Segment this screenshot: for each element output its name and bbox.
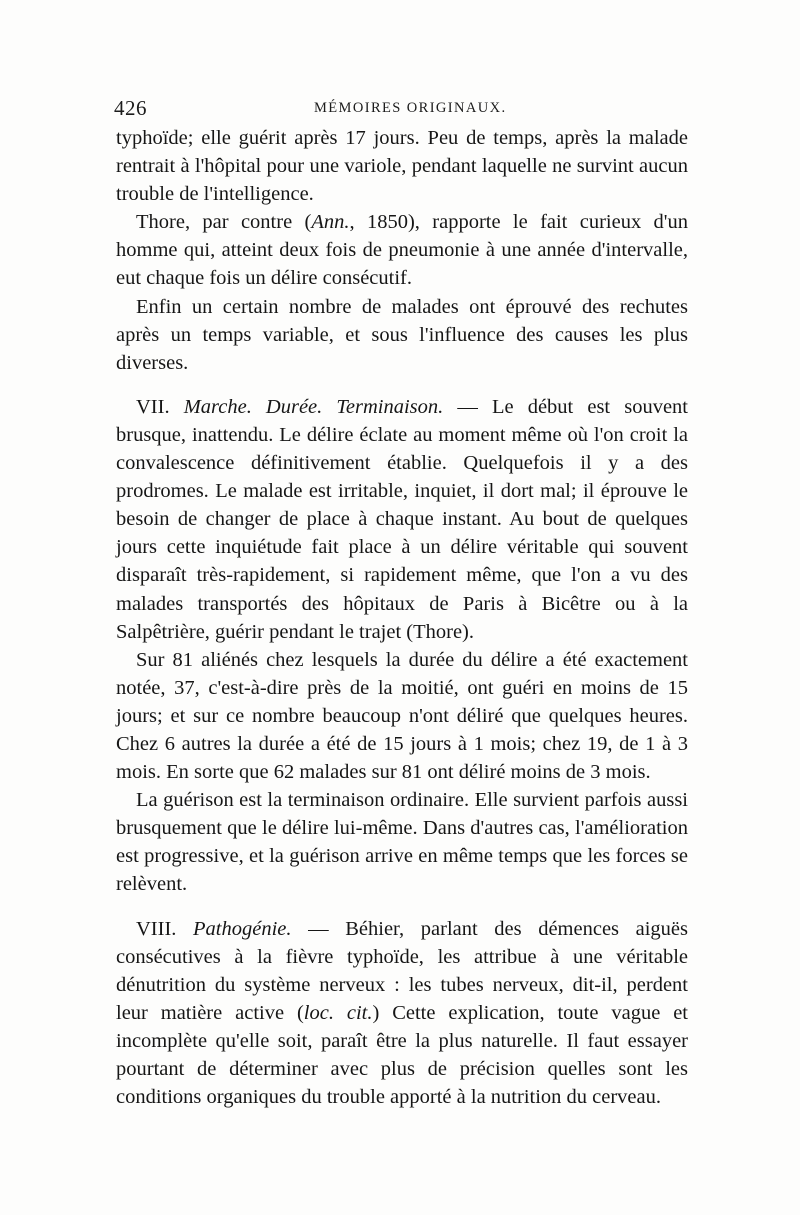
section-8-text-b: ) Cette explication, toute vague et incomplète qu'elle soit, paraît être la plus naturelle. Il faut essayer pourtant de déterminer avec plus de précision quelles sont les conditions organiques du trouble apporté à la nutrition du cerveau. — [116, 1001, 688, 1109]
page-number: 426 — [114, 96, 147, 120]
page-header — [114, 96, 686, 126]
paragraph-3 — [116, 293, 688, 377]
paragraph-5-text: Sur 81 aliénés chez lesquels la durée du délire a été exactement notée, 37, c'est-à-dire près de la moitié, ont guéri en moins de 15 jours; et sur ce nombre beaucoup n'ont déliré que quelques heures. Chez 6 autres la durée a été de 15 jours à 1 mois; chez 19, de 1 à 3 mois. En sorte que 62 malades sur 81 ont déliré moins de 3 mois. — [116, 648, 688, 784]
section-8 — [116, 915, 688, 1112]
section-7-title: Marche. Durée. Terminaison. — [183, 395, 444, 418]
paragraph-1-text: typhoïde; elle guérit après 17 jours. Peu de temps, après la malade rentrait à l'hôpital pour une variole, pendant laquelle ne survint aucun trouble de l'intelligence. — [116, 127, 688, 206]
paragraph-6-text: La guérison est la terminaison ordinaire. Elle survient parfois aussi brusquement que le délire lui-même. Dans d'autres cas, l'amélioration est progressive, et la guérison arrive en même temps que les forces se relèvent. — [116, 789, 688, 896]
paragraph-1 — [116, 124, 688, 208]
section-8-text-a: — Béhier, parlant des démences aiguës consécutives à la fièvre typhoïde, les attribue à une véritable dénutrition du système nerveux : les tubes nerveux, dit-il, perdent leur matière active ( — [116, 917, 689, 1024]
paragraph-2-text-b: , 1850), rapporte le fait curieux d'un homme qui, atteint deux fois de pneumonie à une année d'intervalle, eut chaque fois un délire consécutif. — [116, 211, 688, 290]
running-head: MÉMOIRES ORIGINAUX. — [314, 100, 507, 116]
section-7-number: VII. — [136, 395, 170, 418]
paragraph-2-text-a: Thore, par contre ( — [136, 211, 312, 234]
paragraph-6 — [116, 786, 688, 898]
section-7 — [116, 393, 688, 646]
paragraph-2-italic: Ann. — [311, 211, 350, 234]
section-7-text: — Le début est souvent brusque, inattendu. Le délire éclate au moment même où l'on croit la convalescence définitivement établie. Quelquefois il y a des prodromes. Le malade est irritable, inquiet, il dort mal; il éprouve le besoin de changer de place à chaque instant. Au bout de quelques jours cette inquiétude fait place à un délire véritable qui souvent disparaît très-rapidement, si rapidement même, que l'on a vu des malades transportés des hôpitaux de Paris à Bicêtre ou à la Salpêtrière, guérir pendant le trajet (Thore). — [116, 395, 688, 643]
section-8-italic: loc. cit. — [303, 1001, 373, 1024]
section-8-title: Pathogénie. — [193, 917, 292, 940]
paragraph-2 — [116, 208, 688, 292]
section-8-number: VIII. — [136, 917, 177, 940]
paragraph-3-text: Enfin un certain nombre de malades ont éprouvé des rechutes après un temps variable, et sous l'influence des causes les plus diverses. — [116, 295, 688, 374]
body-text — [116, 124, 688, 1111]
paragraph-5 — [116, 646, 688, 786]
